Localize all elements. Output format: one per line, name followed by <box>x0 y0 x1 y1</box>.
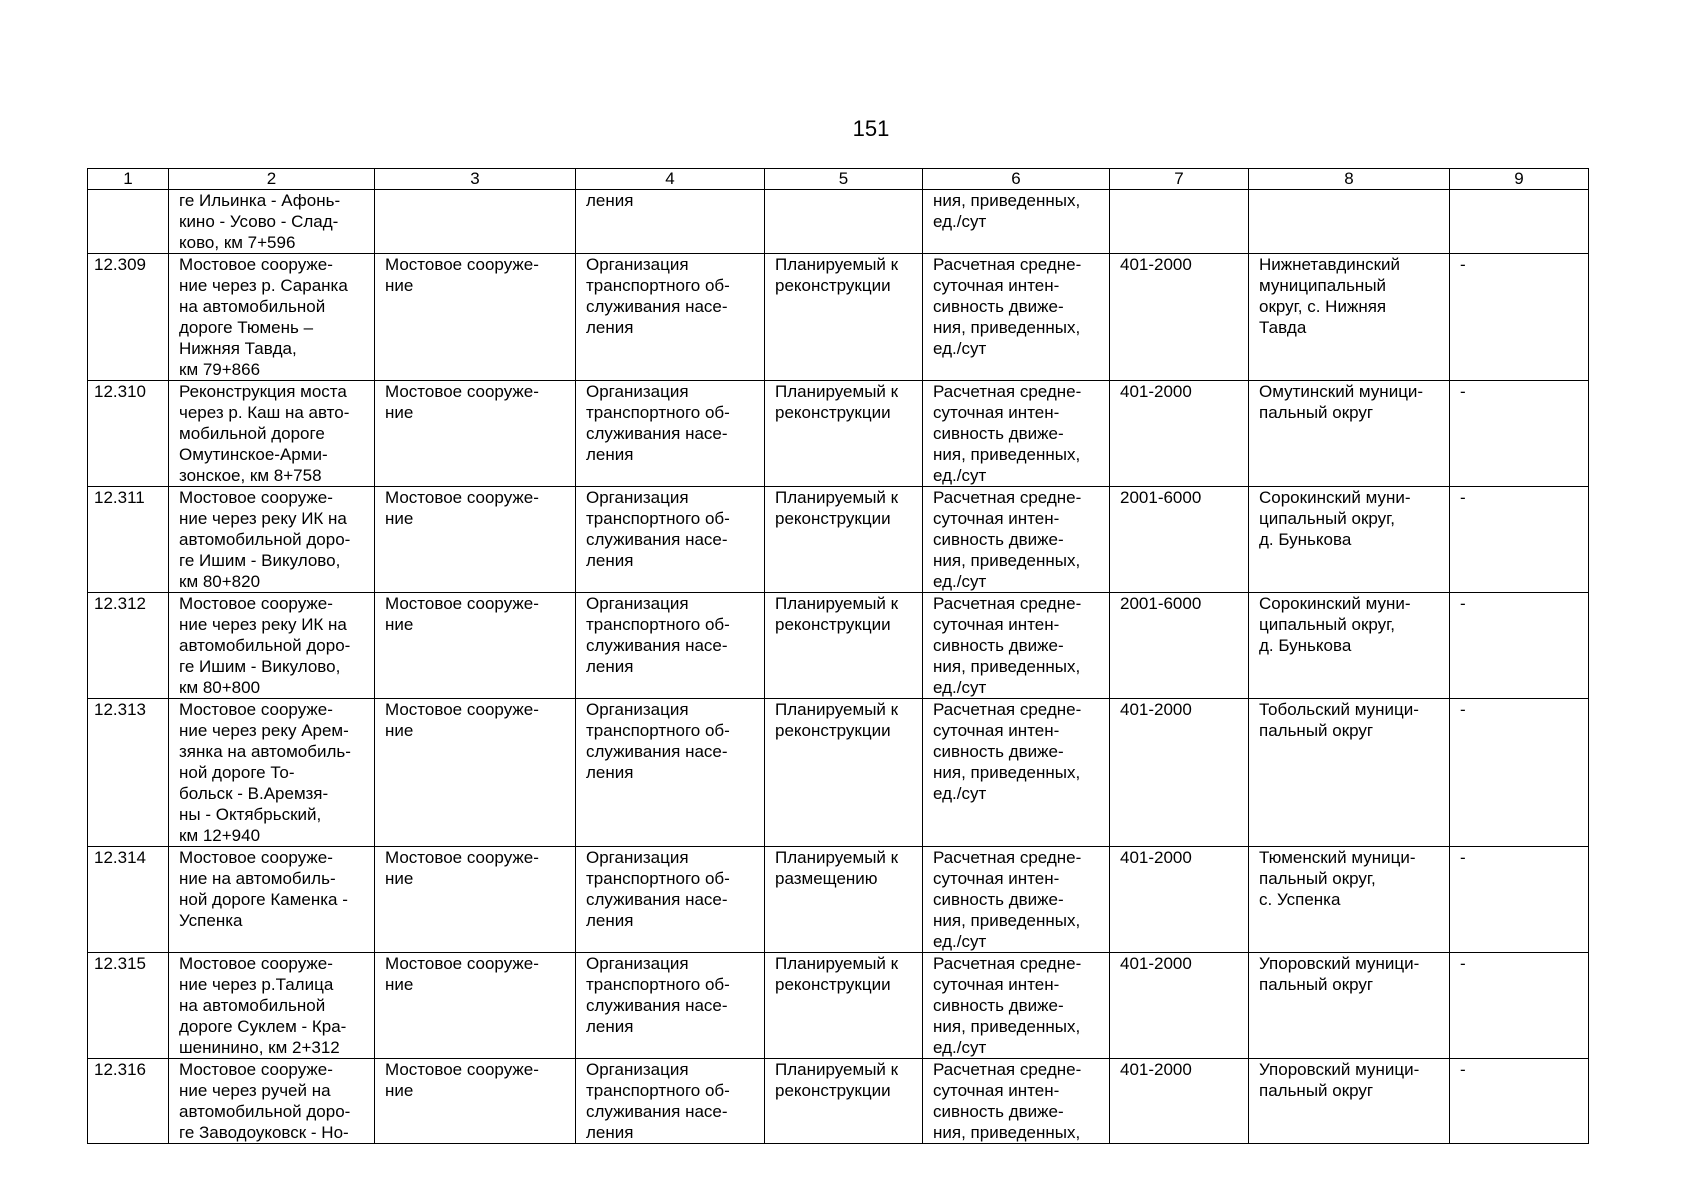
table-row <box>88 254 1589 381</box>
column-header: 2 <box>169 169 375 190</box>
zone-cell <box>1450 190 1589 254</box>
characteristic-cell: Расчетная средне- суточная интен- сивность движе- ния, приведенных, ед./сут <box>923 699 1110 847</box>
column-header: 3 <box>375 169 576 190</box>
object-name-cell: ге Ильинка - Афонь- кино - Усово - Слад- ково, км 7+596 <box>169 190 375 254</box>
characteristic-cell: Расчетная средне- суточная интен- сивность движе- ния, приведенных, <box>923 1059 1110 1144</box>
characteristic-cell: Расчетная средне- суточная интен- сивность движе- ния, приведенных, ед./сут <box>923 381 1110 487</box>
purpose-cell: ления <box>576 190 765 254</box>
table-row <box>88 487 1589 593</box>
column-header: 1 <box>88 169 169 190</box>
object-name-cell: Мостовое сооруже- ние через ручей на автомобильной доро- ге Заводоуковск - Но- <box>169 1059 375 1144</box>
status-cell: Планируемый к размещению <box>765 847 923 953</box>
status-cell: Планируемый к реконструкции <box>765 381 923 487</box>
purpose-cell: Организация транспортного об- служивания насе- ления <box>576 487 765 593</box>
row-number-cell: 12.312 <box>88 593 169 699</box>
table-row <box>88 190 1589 254</box>
value-cell: 401-2000 <box>1110 699 1249 847</box>
object-name-cell: Мостовое сооруже- ние через реку ИК на автомобильной доро- ге Ишим - Викулово, км 80+820 <box>169 487 375 593</box>
object-type-cell: Мостовое сооруже- ние <box>375 593 576 699</box>
zone-cell: - <box>1450 953 1589 1059</box>
location-cell: Нижнетавдинский муниципальный округ, с. Нижняя Тавда <box>1249 254 1450 381</box>
column-header: 4 <box>576 169 765 190</box>
object-type-cell: Мостовое сооруже- ние <box>375 381 576 487</box>
purpose-cell: Организация транспортного об- служивания насе- ления <box>576 381 765 487</box>
table-row <box>88 847 1589 953</box>
purpose-cell: Организация транспортного об- служивания насе- ления <box>576 699 765 847</box>
value-cell: 2001-6000 <box>1110 487 1249 593</box>
characteristic-cell: Расчетная средне- суточная интен- сивность движе- ния, приведенных, ед./сут <box>923 593 1110 699</box>
column-header: 7 <box>1110 169 1249 190</box>
location-cell: Упоровский муници- пальный округ <box>1249 1059 1450 1144</box>
status-cell <box>765 190 923 254</box>
value-cell: 401-2000 <box>1110 847 1249 953</box>
row-number-cell: 12.309 <box>88 254 169 381</box>
characteristic-cell: Расчетная средне- суточная интен- сивность движе- ния, приведенных, ед./сут <box>923 953 1110 1059</box>
row-number-cell <box>88 190 169 254</box>
value-cell: 2001-6000 <box>1110 593 1249 699</box>
characteristic-cell: Расчетная средне- суточная интен- сивность движе- ния, приведенных, ед./сут <box>923 847 1110 953</box>
value-cell <box>1110 190 1249 254</box>
object-type-cell: Мостовое сооруже- ние <box>375 487 576 593</box>
characteristic-cell: Расчетная средне- суточная интен- сивность движе- ния, приведенных, ед./сут <box>923 487 1110 593</box>
location-cell: Сорокинский муни- ципальный округ, д. Бунькова <box>1249 487 1450 593</box>
column-header: 9 <box>1450 169 1589 190</box>
object-name-cell: Мостовое сооруже- ние через р.Талица на автомобильной дороге Суклем - Кра- шенинино, км 2+312 <box>169 953 375 1059</box>
location-cell: Тюменский муници- пальный округ, с. Успенка <box>1249 847 1450 953</box>
object-name-cell: Мостовое сооруже- ние через реку ИК на автомобильной доро- ге Ишим - Викулово, км 80+800 <box>169 593 375 699</box>
column-header: 5 <box>765 169 923 190</box>
purpose-cell: Организация транспортного об- служивания насе- ления <box>576 847 765 953</box>
zone-cell: - <box>1450 254 1589 381</box>
page-number: 151 <box>852 116 890 141</box>
status-cell: Планируемый к реконструкции <box>765 254 923 381</box>
table-row <box>88 699 1589 847</box>
object-name-cell: Мостовое сооруже- ние через р. Саранка на автомобильной дороге Тюмень – Нижняя Тавда, км 79+866 <box>169 254 375 381</box>
zone-cell: - <box>1450 699 1589 847</box>
location-cell: Упоровский муници- пальный округ <box>1249 953 1450 1059</box>
object-name-cell: Реконструкция моста через р. Каш на авто- мобильной дороге Омутинское-Арми- зонское, км 8+758 <box>169 381 375 487</box>
column-header: 6 <box>923 169 1110 190</box>
zone-cell: - <box>1450 1059 1589 1144</box>
status-cell: Планируемый к реконструкции <box>765 699 923 847</box>
row-number-cell: 12.310 <box>88 381 169 487</box>
purpose-cell: Организация транспортного об- служивания насе- ления <box>576 593 765 699</box>
object-type-cell: Мостовое сооруже- ние <box>375 254 576 381</box>
zone-cell: - <box>1450 487 1589 593</box>
object-type-cell: Мостовое сооруже- ние <box>375 953 576 1059</box>
object-type-cell <box>375 190 576 254</box>
object-type-cell: Мостовое сооруже- ние <box>375 847 576 953</box>
value-cell: 401-2000 <box>1110 1059 1249 1144</box>
status-cell: Планируемый к реконструкции <box>765 487 923 593</box>
status-cell: Планируемый к реконструкции <box>765 953 923 1059</box>
value-cell: 401-2000 <box>1110 381 1249 487</box>
table-row <box>88 953 1589 1059</box>
purpose-cell: Организация транспортного об- служивания насе- ления <box>576 953 765 1059</box>
value-cell: 401-2000 <box>1110 254 1249 381</box>
column-header: 8 <box>1249 169 1450 190</box>
zone-cell: - <box>1450 847 1589 953</box>
status-cell: Планируемый к реконструкции <box>765 593 923 699</box>
characteristic-cell: Расчетная средне- суточная интен- сивность движе- ния, приведенных, ед./сут <box>923 254 1110 381</box>
zone-cell: - <box>1450 381 1589 487</box>
zone-cell: - <box>1450 593 1589 699</box>
object-name-cell: Мостовое сооруже- ние на автомобиль- ной дороге Каменка - Успенка <box>169 847 375 953</box>
object-type-cell: Мостовое сооруже- ние <box>375 1059 576 1144</box>
objects-table <box>87 168 1589 1144</box>
table-row <box>88 1059 1589 1144</box>
purpose-cell: Организация транспортного об- служивания насе- ления <box>576 1059 765 1144</box>
row-number-cell: 12.316 <box>88 1059 169 1144</box>
object-name-cell: Мостовое сооруже- ние через реку Арем- зянка на автомобиль- ной дороге То- больск - В.Аремзя- ны - Октябрьский, км 12+940 <box>169 699 375 847</box>
characteristic-cell: ния, приведенных, ед./сут <box>923 190 1110 254</box>
location-cell: Сорокинский муни- ципальный округ, д. Бунькова <box>1249 593 1450 699</box>
location-cell: Омутинский муници- пальный округ <box>1249 381 1450 487</box>
row-number-cell: 12.315 <box>88 953 169 1059</box>
row-number-cell: 12.313 <box>88 699 169 847</box>
row-number-cell: 12.311 <box>88 487 169 593</box>
object-type-cell: Мостовое сооруже- ние <box>375 699 576 847</box>
table-row <box>88 381 1589 487</box>
row-number-cell: 12.314 <box>88 847 169 953</box>
location-cell: Тобольский муници- пальный округ <box>1249 699 1450 847</box>
status-cell: Планируемый к реконструкции <box>765 1059 923 1144</box>
location-cell <box>1249 190 1450 254</box>
purpose-cell: Организация транспортного об- служивания насе- ления <box>576 254 765 381</box>
table-row <box>88 593 1589 699</box>
header-row <box>88 169 1589 190</box>
value-cell: 401-2000 <box>1110 953 1249 1059</box>
